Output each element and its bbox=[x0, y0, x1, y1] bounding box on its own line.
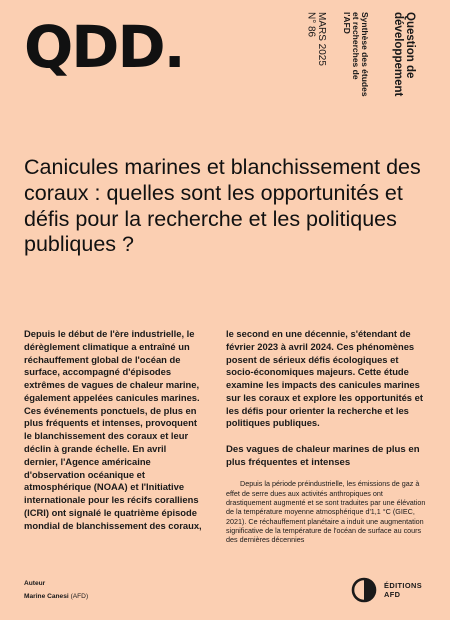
series-subtitle-line-2: et recherches de bbox=[350, 12, 361, 80]
issue-date: MARS 2025 bbox=[316, 12, 327, 66]
section-heading: Des vagues de chaleur marines de plus en plus fréquentes et intenses bbox=[226, 444, 420, 468]
series-subtitle-text bbox=[342, 12, 369, 97]
author-name: Marine Canesi bbox=[24, 592, 69, 600]
qdd-logo: QDD. bbox=[24, 13, 184, 81]
issue-date-block bbox=[305, 12, 335, 116]
publisher-logo bbox=[350, 576, 422, 604]
issue-number: N° 86 bbox=[305, 12, 317, 38]
publisher-line-2: AFD bbox=[384, 590, 401, 599]
intro-column-right bbox=[226, 328, 426, 545]
series-name-line-1: Question de bbox=[404, 12, 417, 79]
publisher-name bbox=[384, 581, 422, 600]
series-name-block bbox=[392, 12, 422, 116]
section-body: Depuis la période préindustrielle, les émissions de gaz à effet de serre dues aux activités anthropiques ont drastiquement augmenté et se sont traduites par une élévation de la température moyenne atmosphérique d'1,1 °C (GIEC, 2021). Ce réchauffement planétaire a induit une augmentation significative de la température de l'océan de surface au cours des dernières décennies bbox=[226, 479, 426, 545]
series-name-text bbox=[392, 12, 416, 96]
series-subtitle-line-3: l'AFD bbox=[341, 12, 352, 34]
series-subtitle-line-1: Synthèse des études bbox=[359, 12, 370, 97]
author-label: Auteur bbox=[24, 580, 46, 587]
author-affiliation: (AFD) bbox=[70, 592, 89, 600]
issue-date-text bbox=[305, 12, 326, 66]
series-name-line-2: développement bbox=[392, 12, 405, 97]
intro-column-left bbox=[24, 328, 202, 533]
page-title: Canicules marines et blanchissement des coraux : quelles sont les opportunités et défis pour la recherche et les politiques publiques ? bbox=[24, 155, 421, 257]
intro-paragraph-left: Depuis le début de l'ère industrielle, le dérèglement climatique a entraîné un réchauffement global de l'océan de surface, accompagné d'épisodes extrêmes de vagues de chaleur marine, également appelées canicules marines. Ces événements ponctuels, de plus en plus fréquents et intenses, provoquent le blanchissement des coraux et leur déclin à grande échelle. En avril dernier, l'Agence américaine d'observation océanique et atmosphérique (NOAA) et l'Initiative internationale pour les récifs coralliens (ICRI) ont signalé le quatrième épisode mondial de blanchissement des coraux, bbox=[24, 328, 202, 531]
author-block bbox=[24, 578, 88, 603]
author-line bbox=[24, 591, 88, 604]
series-subtitle-block bbox=[342, 12, 376, 116]
intro-paragraph-right: le second en une décennie, s'étendant de février 2023 à avril 2024. Ces phénomènes posent de sérieux défis écologiques et socio-économiques majeurs. Cette étude examine les impacts des canicules marines sur les coraux et explore les opportunités et les défis pour orienter la recherche et les politiques publiques. bbox=[226, 328, 423, 429]
editions-afd-emblem-icon bbox=[350, 576, 378, 604]
publisher-line-1: ÉDITIONS bbox=[384, 580, 423, 590]
